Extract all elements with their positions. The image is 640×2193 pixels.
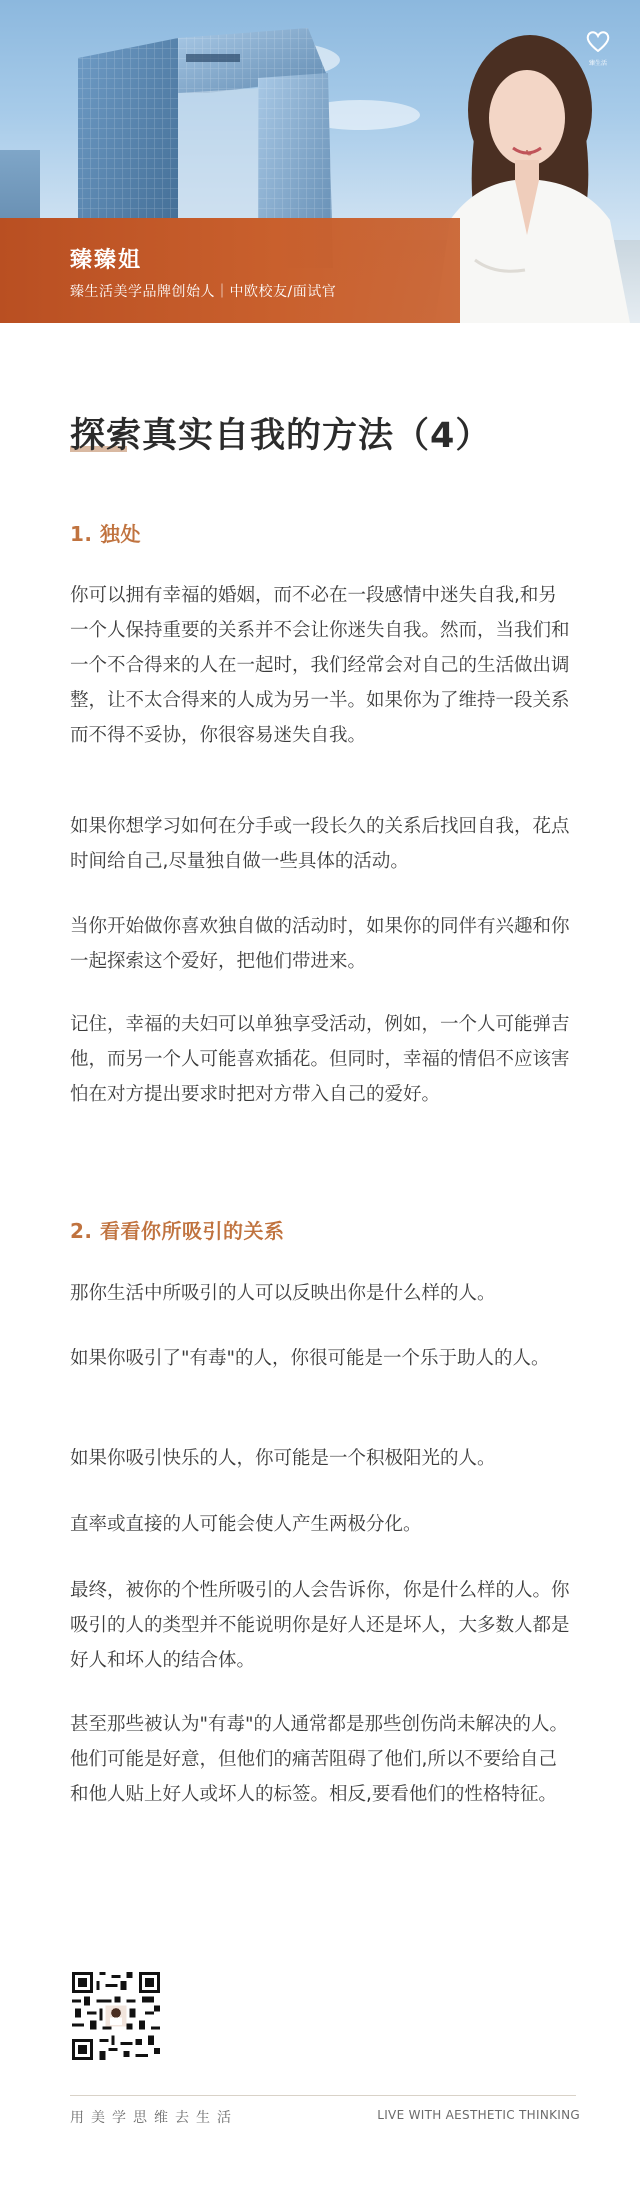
section-heading: 2. 看看你所吸引的关系 <box>70 1219 285 1243</box>
paragraph: 甚至那些被认为"有毒"的人通常都是那些创伤尚未解决的人。他们可能是好意，但他们的痛苦阻碍了他们,所以不要给自己和他人贴上好人或坏人的标签。相反,要看他们的性格特征。 <box>70 1714 569 1805</box>
author-name: 臻臻姐 <box>70 248 143 273</box>
header-banner <box>0 0 640 323</box>
paragraph: 如果你吸引了"有毒"的人，你很可能是一个乐于助人的人。 <box>70 1348 550 1369</box>
heart-logo-icon <box>585 30 611 52</box>
footer-slogan-en: LIVE WITH AESTHETIC THINKING <box>377 2108 580 2122</box>
brand-logo <box>568 30 628 86</box>
qr-code[interactable] <box>72 1972 160 2060</box>
footer-divider <box>70 2095 576 2096</box>
paragraph: 最终，被你的个性所吸引的人会告诉你，你是什么样的人。你吸引的人的类型并不能说明你是好人还是坏人，大多数人都是好人和坏人的结合体。 <box>70 1580 570 1671</box>
paragraph: 记住，幸福的夫妇可以单独享受活动，例如，一个人可能弹吉他，而另一个人可能喜欢插花。但同时，幸福的情侣不应该害怕在对方提出要求时把对方带入自己的爱好。 <box>70 1014 570 1105</box>
article-title: 探索真实自我的方法（4） <box>70 416 492 456</box>
logo-text: 臻生活 <box>588 60 607 67</box>
paragraph: 如果你吸引快乐的人，你可能是一个积极阳光的人。 <box>70 1448 496 1469</box>
footer-slogan-cn: 用美学思维去生活 <box>70 2110 238 2126</box>
name-band <box>0 218 460 323</box>
paragraph: 当你开始做你喜欢独自做的活动时，如果你的同伴有兴趣和你一起探索这个爱好，把他们带进来。 <box>70 916 570 972</box>
author-role: 臻生活美学品牌创始人｜中欧校友/面试官 <box>70 284 337 300</box>
section-heading: 1. 独处 <box>70 522 141 546</box>
paragraph: 那你生活中所吸引的人可以反映出你是什么样的人。 <box>70 1283 496 1304</box>
paragraph: 直率或直接的人可能会使人产生两极分化。 <box>70 1514 422 1535</box>
paragraph: 如果你想学习如何在分手或一段长久的关系后找回自我，花点时间给自己,尽量独自做一些具体的活动。 <box>70 816 570 872</box>
paragraph: 你可以拥有幸福的婚姻，而不必在一段感情中迷失自我,和另一个人保持重要的关系并不会让你迷失自我。然而，当我们和一个不合得来的人在一起时，我们经常会对自己的生活做出调整，让不太合得来的人成为另一半。如果你为了维持一段关系而不得不妥协，你很容易迷失自我。 <box>70 585 570 746</box>
